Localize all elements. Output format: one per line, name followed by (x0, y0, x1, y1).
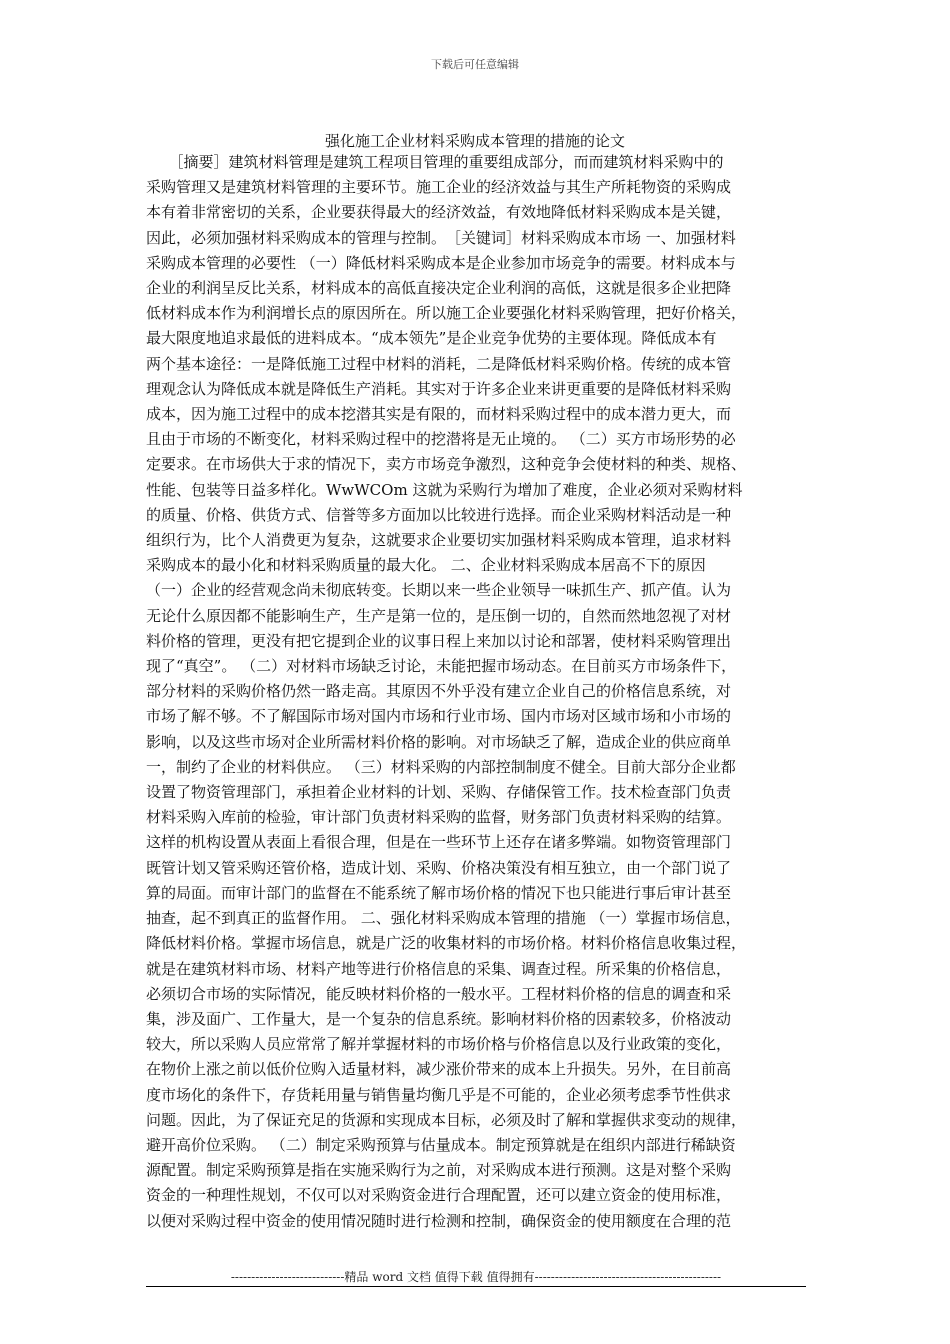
body-line: 必须切合市场的实际情况，能反映材料价格的一般水平。工程材料价格的信息的调查和采 (146, 984, 732, 1003)
body-line: 材料采购入库前的检验，审计部门负责材料采购的监督，财务部门负责材料采购的结算。 (146, 808, 732, 827)
body-line: 避开高价位采购。 （二）制定采购预算与估量成本。制定预算就是在组织内部进行稀缺资 (146, 1135, 736, 1154)
body-line: 采购成本管理的必要性 （一）降低材料采购成本是企业参加市场竞争的需要。材料成本与 (146, 253, 736, 272)
page-header: 下载后可任意编辑 (431, 58, 519, 71)
body-line: 设置了物资管理部门，承担着企业材料的计划、采购、存储保管工作。技术检查部门负责 (146, 783, 732, 802)
body-line: 现了“真空”。 （二）对材料市场缺乏讨论，未能把握市场动态。在目前买方市场条件下， (146, 657, 737, 676)
body-line: 的质量、价格、供货方式、信誉等多方面加以比较进行选择。而企业采购材料活动是一种 (146, 505, 732, 524)
body-line: 部分材料的采购价格仍然一路走高。其原因不外乎没有建立企业自己的价格信息系统，对 (146, 682, 732, 701)
body-line: 资金的一种理性规划，不仅可以对采购资金进行合理配置，还可以建立资金的使用标准， (146, 1186, 732, 1205)
body-line: 就是在建筑材料市场、材料产地等进行价格信息的采集、调查过程。所采集的价格信息， (146, 959, 732, 978)
body-line: 市场了解不够。不了解国际市场对国内市场和行业市场、国内市场对区域市场和小市场的 (146, 707, 732, 726)
body-line: 采购成本的最小化和材料采购质量的最大化。 二、企业材料采购成本居高不下的原因 (146, 556, 706, 575)
body-line: 两个基本途径：一是降低施工过程中材料的消耗，二是降低材料采购价格。传统的成本管 (146, 354, 732, 373)
body-line: 抽查，起不到真正的监督作用。 二、强化材料采购成本管理的措施 （一）掌握市场信息， (146, 909, 741, 928)
body-line: 既管计划又管采购还管价格，造成计划、采购、价格决策没有相互独立，由一个部门说了 (146, 858, 732, 877)
body-line: 这样的机构设置从表面上看很合理，但是在一些环节上还存在诸多弊端。如物资管理部门 (146, 833, 732, 852)
page-footer: ----------------------------精品 word 文档 值得下载 值得拥有---------------------------------------------- (230, 1270, 722, 1284)
document-title: 强化施工企业材料采购成本管理的措施的论文 (324, 132, 625, 150)
footer-rule (146, 1286, 806, 1287)
body-line: （一）企业的经营观念尚未彻底转变。长期以来一些企业领导一味抓生产、抓产值。认为 (146, 581, 732, 600)
body-line: 理观念认为降低成本就是降低生产消耗。其实对于许多企业来讲更重要的是降低材料采购 (146, 379, 732, 398)
body-line: 采购管理又是建筑材料管理的主要环节。施工企业的经济效益与其生产所耗物资的采购成 (146, 178, 732, 197)
body-line: 企业的利润呈反比关系，材料成本的高低直接决定企业利润的高低，这就是很多企业把降 (146, 279, 732, 298)
body-line: ［摘要］建筑材料管理是建筑工程项目管理的重要组成部分，而而建筑材料采购中的 (146, 153, 724, 171)
body-line: 在物价上涨之前以低价位购入适量材料，减少涨价带来的成本上升损失。另外，在目前高 (146, 1060, 732, 1079)
body-line: 降低材料价格。掌握市场信息，就是广泛的收集材料的市场价格。材料价格信息收集过程， (146, 934, 747, 953)
body-line: 以便对采购过程中资金的使用情况随时进行检测和控制，确保资金的使用额度在合理的范 (146, 1211, 732, 1230)
body-line: 料价格的管理，更没有把它提到企业的议事日程上来加以讨论和部署，使材料采购管理出 (146, 631, 732, 650)
body-line: 度市场化的条件下，存货耗用量与销售量均衡几乎是不可能的，企业必须考虑季节性供求 (146, 1085, 732, 1104)
body-line: 本有着非常密切的关系，企业要获得最大的经济效益，有效地降低材料采购成本是关键， (146, 203, 732, 222)
body-line: 性能、包装等日益多样化。WwWCOm 这就为采购行为增加了难度，企业必须对采购材料 (146, 480, 743, 499)
body-line: 较大，所以采购人员应常常了解并掌握材料的市场价格与价格信息以及行业政策的变化， (146, 1035, 732, 1054)
body-line: 因此，必须加强材料采购成本的管理与控制。 ［关键词］材料采购成本市场 一、加强材料 (146, 228, 736, 247)
document-body (146, 150, 808, 1234)
body-line: 一，制约了企业的材料供应。 （三）材料采购的内部控制制度不健全。目前大部分企业都 (146, 757, 736, 776)
body-line: 问题。因此，为了保证充足的货源和实现成本目标，必须及时了解和掌握供求变动的规律， (146, 1110, 747, 1129)
body-line: 最大限度地追求最低的进料成本。“成本领先”是企业竞争优势的主要体现。降低成本有 (146, 329, 717, 348)
body-line: 且由于市场的不断变化，材料采购过程中的挖潜将是无止境的。 （二）买方市场形势的必 (146, 430, 736, 449)
body-line: 集，涉及面广、工作量大，是一个复杂的信息系统。影响材料价格的因素较多，价格波动 (146, 1009, 732, 1028)
body-line: 低材料成本作为利润增长点的原因所在。所以施工企业要强化材料采购管理，把好价格关， (146, 304, 747, 323)
body-line: 定要求。在市场供大于求的情况下，卖方市场竞争激烈，这种竞争会使材料的种类、规格、 (146, 455, 747, 474)
body-line: 算的局面。而审计部门的监督在不能系统了解市场价格的情况下也只能进行事后审计甚至 (146, 883, 732, 902)
body-line: 无论什么原因都不能影响生产，生产是第一位的，是压倒一切的，自然而然地忽视了对材 (146, 606, 732, 625)
body-line: 成本，因为施工过程中的成本挖潜其实是有限的，而材料采购过程中的成本潜力更大，而 (146, 405, 732, 424)
body-line: 组织行为，比个人消费更为复杂，这就要求企业要切实加强材料采购成本管理，追求材料 (146, 531, 732, 550)
body-line: 源配置。制定采购预算是指在实施采购行为之前，对采购成本进行预测。这是对整个采购 (146, 1161, 732, 1180)
body-line: 影响，以及这些市场对企业所需材料价格的影响。对市场缺乏了解，造成企业的供应商单 (146, 732, 732, 751)
